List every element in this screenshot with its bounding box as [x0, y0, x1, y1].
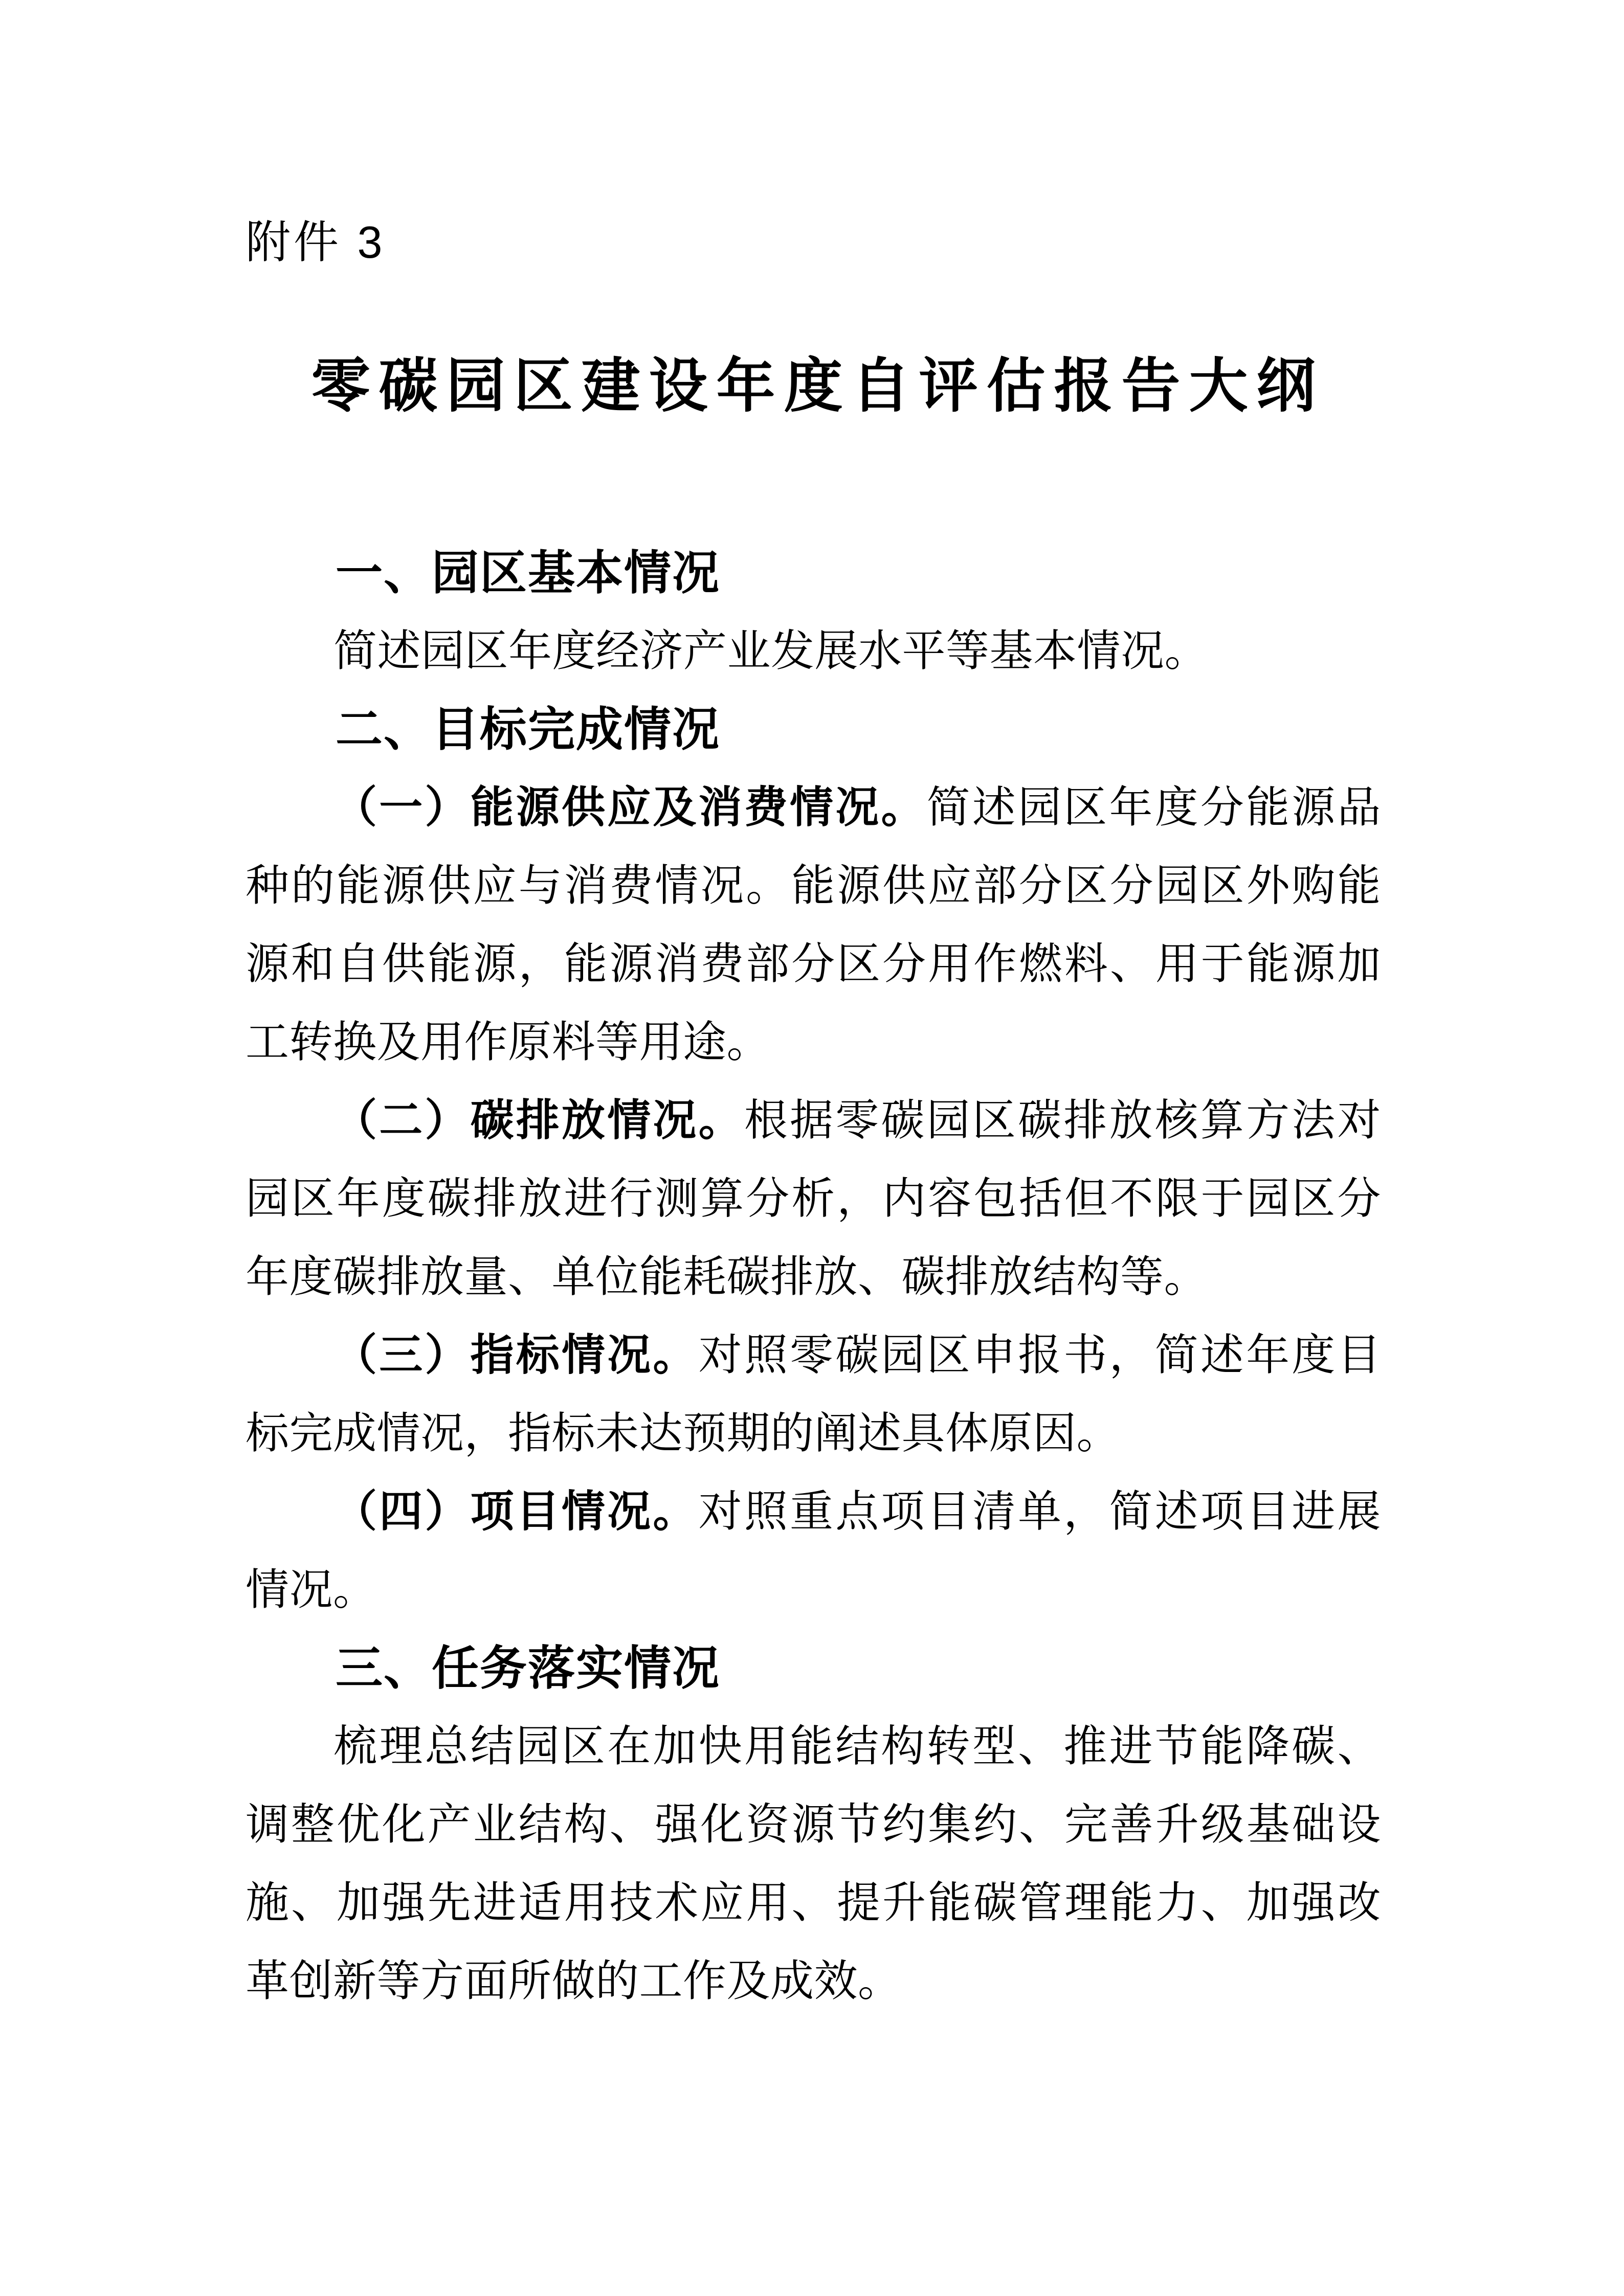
section-heading: 二、目标完成情况 [336, 704, 721, 756]
paragraph-text: 对照零碳园区申报书，简述年度目标完成情况，指标未达预期的阐述具体原因。 [246, 1332, 1381, 1458]
body-paragraph [246, 1082, 1381, 1317]
body-paragraph [246, 1317, 1381, 1473]
body-paragraph [246, 613, 1381, 691]
section-heading: 一、园区基本情况 [336, 547, 721, 599]
paragraph-text: 对照重点项目清单，简述项目进展情况。 [246, 1488, 1381, 1614]
document-section-1 [246, 534, 1381, 691]
attachment-label: 附件 3 [246, 217, 386, 267]
body-paragraph [246, 1708, 1381, 2021]
paragraph-text: 简述园区年度分能源品种的能源供应与消费情况。能源供应部分区分园区外购能源和自供能源，能源消费部分区分用作燃料、用于能源加工转换及用作原料等用途。 [246, 784, 1381, 1067]
document-section-2 [246, 691, 1381, 1630]
paragraph-text: 根据零碳园区碳排放核算方法对园区年度碳排放进行测算分析，内容包括但不限于园区分年度碳排放量、单位能耗碳排放、碳排放结构等。 [246, 1097, 1381, 1301]
section-heading: 三、任务落实情况 [336, 1642, 721, 1695]
document-title: 零碳园区建设年度自评估报告大纲 [311, 354, 1324, 419]
paragraph-lead: （一）能源供应及消费情况。 [333, 784, 927, 832]
paragraph-text: 简述园区年度经济产业发展水平等基本情况。 [333, 627, 1209, 676]
body-paragraph [246, 769, 1381, 1082]
paragraph-lead: （二）碳排放情况。 [333, 1097, 744, 1145]
page-content [246, 0, 1381, 2021]
paragraph-lead: （三）指标情况。 [333, 1332, 699, 1380]
body-paragraph [246, 1473, 1381, 1630]
paragraph-lead: （四）项目情况。 [333, 1488, 699, 1536]
document-body [246, 534, 1381, 2021]
document-section-3 [246, 1630, 1381, 2021]
paragraph-text: 梳理总结园区在加快用能结构转型、推进节能降碳、调整优化产业结构、强化资源节约集约、完善升级基础设施、加强先进适用技术应用、提升能碳管理能力、加强改革创新等方面所做的工作及成效。 [246, 1723, 1381, 2006]
